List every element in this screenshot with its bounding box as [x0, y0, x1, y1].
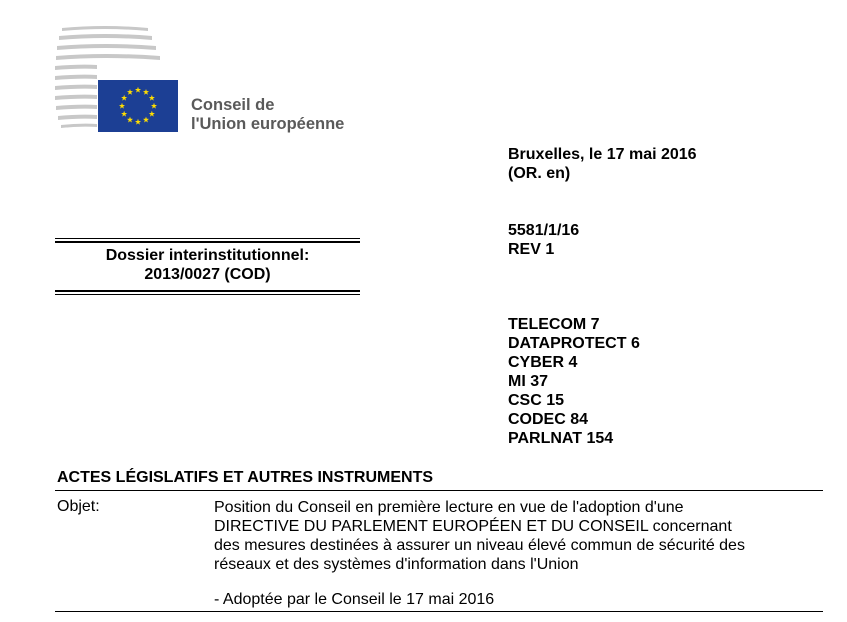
interinstitutional-dossier [55, 246, 360, 284]
dossier-top-rule-2 [55, 241, 360, 243]
classification-code: CSC 15 [508, 392, 565, 409]
adoption-note: - Adoptée par le Conseil le 17 mai 2016 [214, 591, 495, 608]
classification-code: CYBER 4 [508, 354, 578, 371]
classification-code: DATAPROTECT 6 [508, 335, 640, 352]
organisation-name-line1: Conseil de [191, 96, 275, 114]
subject-text [214, 498, 829, 574]
dossier-label: Dossier interinstitutionnel: [105, 247, 310, 264]
eu-flag-icon [98, 80, 178, 132]
classification-codes [508, 315, 640, 448]
dossier-bottom-rule-2 [55, 294, 360, 295]
section-rule-bottom [55, 611, 823, 612]
original-language: (OR. en) [508, 165, 571, 182]
classification-code: PARLNAT 154 [508, 430, 614, 447]
subject-label: Objet: [57, 498, 100, 515]
place-date-block [508, 145, 697, 183]
organisation-name [191, 96, 344, 134]
classification-code: MI 37 [508, 373, 549, 390]
organisation-name-line2: l'Union européenne [191, 115, 345, 133]
dossier-top-rule-1 [55, 238, 360, 239]
subject-line: des mesures destinées à assurer un niveau élevé commun de sécurité des [214, 537, 745, 554]
dossier-code: 2013/0027 (COD) [144, 266, 271, 283]
place-date: Bruxelles, le 17 mai 2016 [508, 146, 697, 163]
document-number: 5581/1/16 [508, 222, 580, 239]
classification-code: CODEC 84 [508, 411, 589, 428]
revision-number: REV 1 [508, 241, 555, 258]
section-title: ACTES LÉGISLATIFS ET AUTRES INSTRUMENTS [57, 469, 434, 486]
subject-line: DIRECTIVE DU PARLEMENT EUROPÉEN ET DU CONSEIL concernant [214, 518, 732, 535]
subject-line: Position du Conseil en première lecture en vue de l'adoption d'une [214, 499, 684, 516]
classification-code: TELECOM 7 [508, 316, 600, 333]
dossier-bottom-rule-1 [55, 290, 360, 292]
document-number-block [508, 221, 579, 259]
section-rule-top [55, 490, 823, 491]
subject-line: réseaux et des systèmes d'information dans l'Union [214, 556, 579, 573]
